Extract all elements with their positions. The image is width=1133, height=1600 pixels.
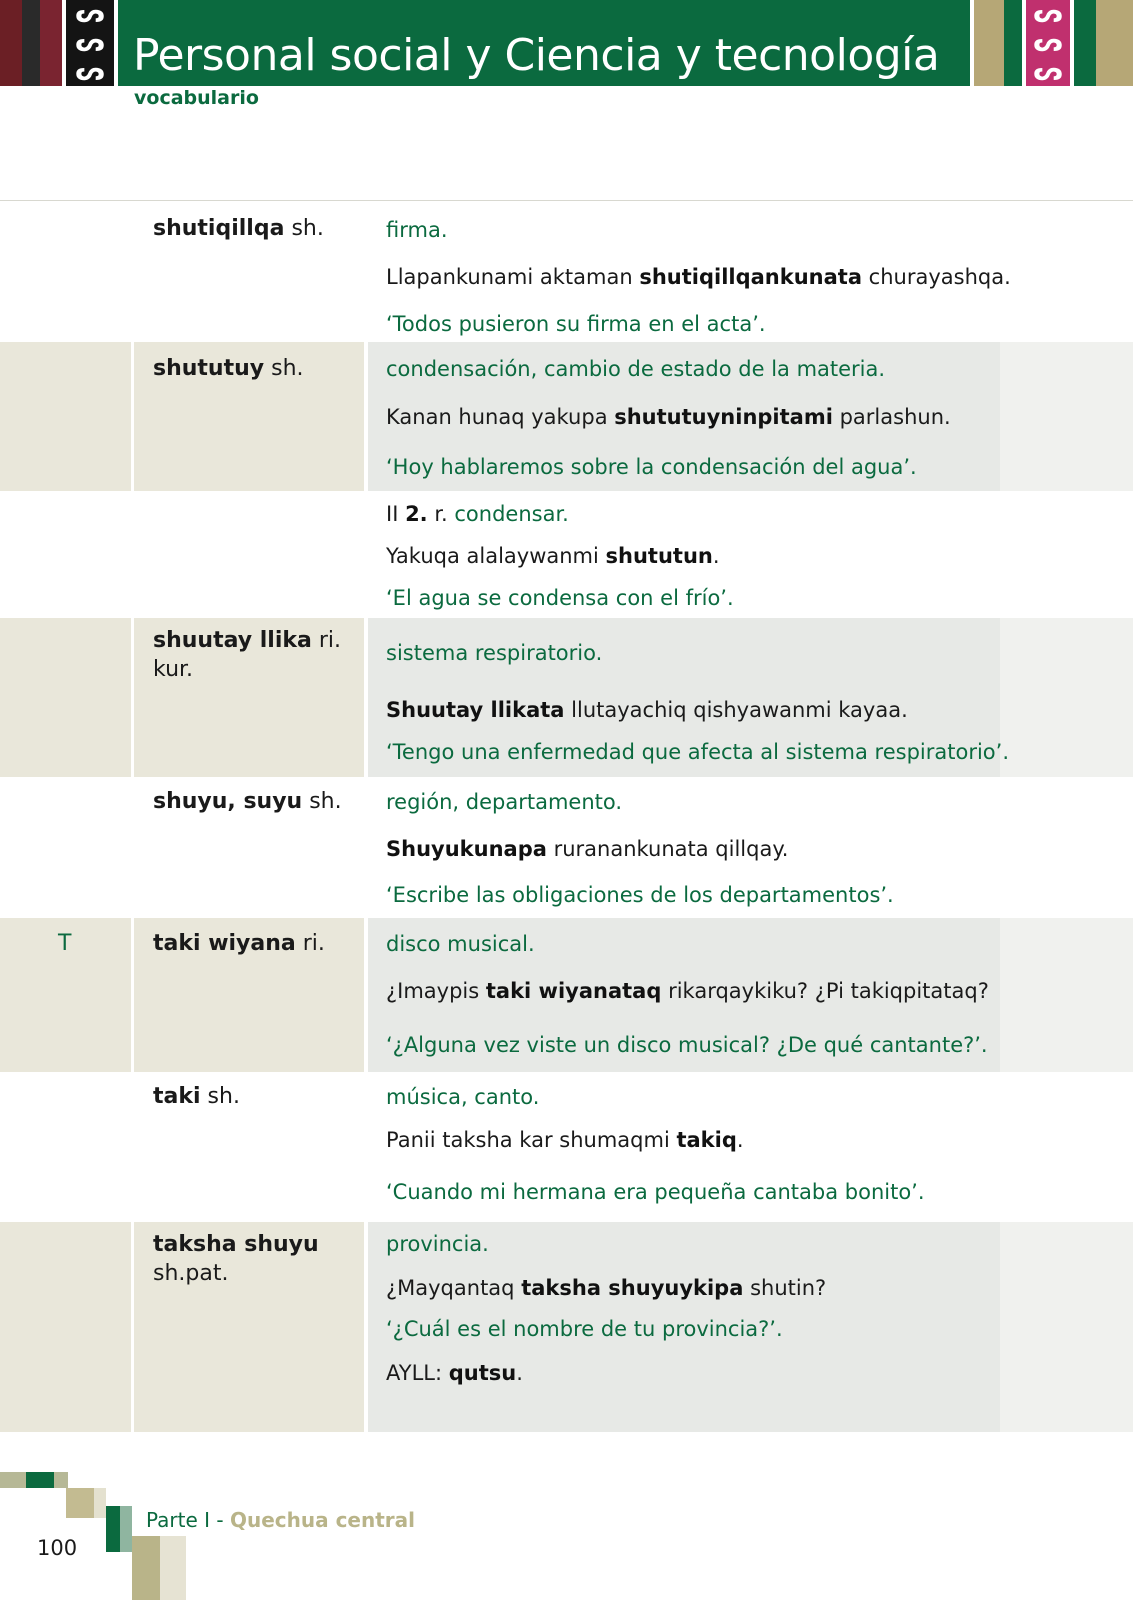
grammar-tag: sh. <box>284 216 324 241</box>
example-highlight: taksha shuyuykipa <box>521 1276 744 1300</box>
letter-column <box>0 777 131 918</box>
headword-term: taki <box>153 1084 201 1109</box>
grammar-tag: ri. <box>295 931 325 956</box>
grammar-tag: sh. <box>302 789 342 814</box>
footer-decoration <box>120 1506 132 1552</box>
headword-term: shuutay llika <box>153 628 312 653</box>
definition: provincia. <box>386 1232 489 1256</box>
vocab-entry <box>0 918 1133 1072</box>
footer-part-label <box>146 1508 415 1532</box>
headword <box>153 626 358 684</box>
headword <box>153 354 358 383</box>
margin-column <box>1000 1072 1133 1222</box>
example-highlight: taki wiyanataq <box>485 979 662 1003</box>
letter-column <box>0 1222 131 1432</box>
variant-note <box>386 1360 523 1386</box>
headword <box>153 1230 358 1288</box>
example-text: ruranankunata qillqay. <box>546 837 789 861</box>
headword-term: taki wiyana <box>153 931 296 956</box>
example-highlight: shututun <box>605 544 713 568</box>
decorative-stripe <box>22 0 40 86</box>
variant-text: . <box>516 1361 523 1385</box>
translation: ‘Escribe las obligaciones de los departamentos’. <box>386 883 894 907</box>
vocab-entry <box>0 777 1133 918</box>
letter-column <box>0 203 131 342</box>
margin-column <box>1000 203 1133 342</box>
letter-column <box>0 1072 131 1222</box>
page-header <box>0 0 1133 86</box>
example-sentence <box>386 404 951 430</box>
example-highlight: takiq <box>676 1128 737 1152</box>
example-sentence <box>386 1127 744 1153</box>
example-text: Kanan hunaq yakupa <box>386 405 615 429</box>
vocab-entry <box>0 342 1133 491</box>
translation: ‘Todos pusieron su firma en el acta’. <box>386 312 766 336</box>
headword <box>153 787 358 816</box>
part-section: Quechua central <box>229 1508 416 1532</box>
margin-column <box>1000 491 1133 618</box>
example-sentence <box>386 836 788 862</box>
woven-motif-icon: ᔕ ᔕ ᔕ <box>1026 0 1070 86</box>
page-title: Personal social y Ciencia y tecnología <box>133 30 940 81</box>
example-highlight: shututuyninpitami <box>614 405 833 429</box>
vocab-entry <box>0 618 1133 777</box>
headword <box>153 929 358 958</box>
definition: región, departamento. <box>386 790 623 814</box>
variant-term: qutsu <box>448 1361 517 1385</box>
translation: ‘El agua se condensa con el frío’. <box>386 586 734 610</box>
vocab-entry <box>0 491 1133 618</box>
example-text: parlashun. <box>832 405 951 429</box>
vocab-entry <box>0 203 1133 342</box>
decorative-stripe <box>1074 0 1096 86</box>
example-text: Panii taksha kar shumaqmi <box>386 1128 677 1152</box>
headword <box>153 1082 358 1111</box>
translation: ‘Hoy hablaremos sobre la condensación del agua’. <box>386 455 917 479</box>
letter-column <box>0 342 131 491</box>
woven-motif-icon: ᔕ ᔕ ᔕ <box>66 0 114 86</box>
example-highlight: Shuyukunapa <box>386 837 547 861</box>
footer-decoration <box>106 1506 120 1552</box>
example-sentence <box>386 978 989 1004</box>
example-sentence <box>386 1275 826 1301</box>
section-subtitle: vocabulario <box>134 87 259 109</box>
example-sentence <box>386 543 720 569</box>
vocab-entry <box>0 1072 1133 1222</box>
footer-decoration <box>26 1472 54 1488</box>
example-text: rikarqaykiku? ¿Pi takiqpitataq? <box>661 979 989 1003</box>
grammar-tag: sh. <box>200 1084 240 1109</box>
variant-label: AYLL: <box>386 1361 449 1385</box>
decorative-stripe <box>974 0 1004 86</box>
headword <box>153 214 358 243</box>
example-text: ¿Imaypis <box>386 979 486 1003</box>
divider <box>0 200 1133 201</box>
margin-column <box>1000 918 1133 1072</box>
decorative-stripe <box>40 0 62 86</box>
translation: ‘¿Cuál es el nombre de tu provincia?’. <box>386 1317 783 1341</box>
example-text: . <box>736 1128 744 1152</box>
example-text: shutin? <box>743 1276 827 1300</box>
margin-column <box>1000 618 1133 777</box>
headword-term: taksha shuyu <box>153 1232 319 1257</box>
headword-column <box>134 491 364 618</box>
footer-decoration <box>0 1472 26 1488</box>
footer-decoration <box>54 1472 68 1488</box>
example-text: Llapankunami aktaman <box>386 265 640 289</box>
footer-decoration <box>160 1536 186 1600</box>
definition: condensar. <box>454 502 569 526</box>
definition: disco musical. <box>386 932 535 956</box>
footer-decoration <box>94 1488 106 1518</box>
definition: sistema respiratorio. <box>386 641 603 665</box>
decorative-stripe <box>0 0 22 86</box>
sense-marker: II <box>386 502 406 526</box>
grammar-tag: sh.pat. <box>153 1261 229 1286</box>
footer-decoration <box>66 1488 94 1518</box>
headword-term: shututuy <box>153 356 265 381</box>
margin-column <box>1000 1222 1133 1432</box>
headword-term: shuyu, suyu <box>153 789 303 814</box>
example-text: . <box>712 544 720 568</box>
translation: ‘Cuando mi hermana era pequeña cantaba bonito’. <box>386 1180 925 1204</box>
grammar-tag: ri. kur. <box>153 628 342 682</box>
example-text: Yakuqa alalaywanmi <box>386 544 606 568</box>
sense-definition <box>386 501 569 527</box>
example-sentence <box>386 264 1011 290</box>
margin-column <box>1000 777 1133 918</box>
part-number: Parte I - <box>146 1508 230 1532</box>
grammar-tag: sh. <box>264 356 304 381</box>
example-highlight: shutiqillqankunata <box>639 265 862 289</box>
example-text: churayashqa. <box>862 265 1011 289</box>
example-sentence <box>386 697 908 723</box>
page-number: 100 <box>37 1536 78 1560</box>
definition: música, canto. <box>386 1085 540 1109</box>
alphabet-letter: T <box>58 931 72 956</box>
definition: condensación, cambio de estado de la materia. <box>386 357 886 381</box>
example-text: ¿Mayqantaq <box>386 1276 522 1300</box>
example-text: llutayachiq qishyawanmi kayaa. <box>564 698 908 722</box>
footer-decoration <box>132 1536 160 1600</box>
margin-column <box>1000 342 1133 491</box>
headword-term: shutiqillqa <box>153 216 285 241</box>
translation: ‘¿Alguna vez viste un disco musical? ¿De qué cantante?’. <box>386 1033 988 1057</box>
example-highlight: Shuutay llikata <box>386 698 565 722</box>
sense-number: 2. <box>405 502 428 526</box>
letter-column <box>0 491 131 618</box>
definition: firma. <box>386 218 448 242</box>
decorative-stripe <box>1096 0 1133 86</box>
letter-column <box>0 618 131 777</box>
vocab-entry <box>0 1222 1133 1432</box>
grammar-tag: r. <box>427 502 455 526</box>
decorative-stripe <box>1004 0 1022 86</box>
translation: ‘Tengo una enfermedad que afecta al sistema respiratorio’. <box>386 740 1010 764</box>
